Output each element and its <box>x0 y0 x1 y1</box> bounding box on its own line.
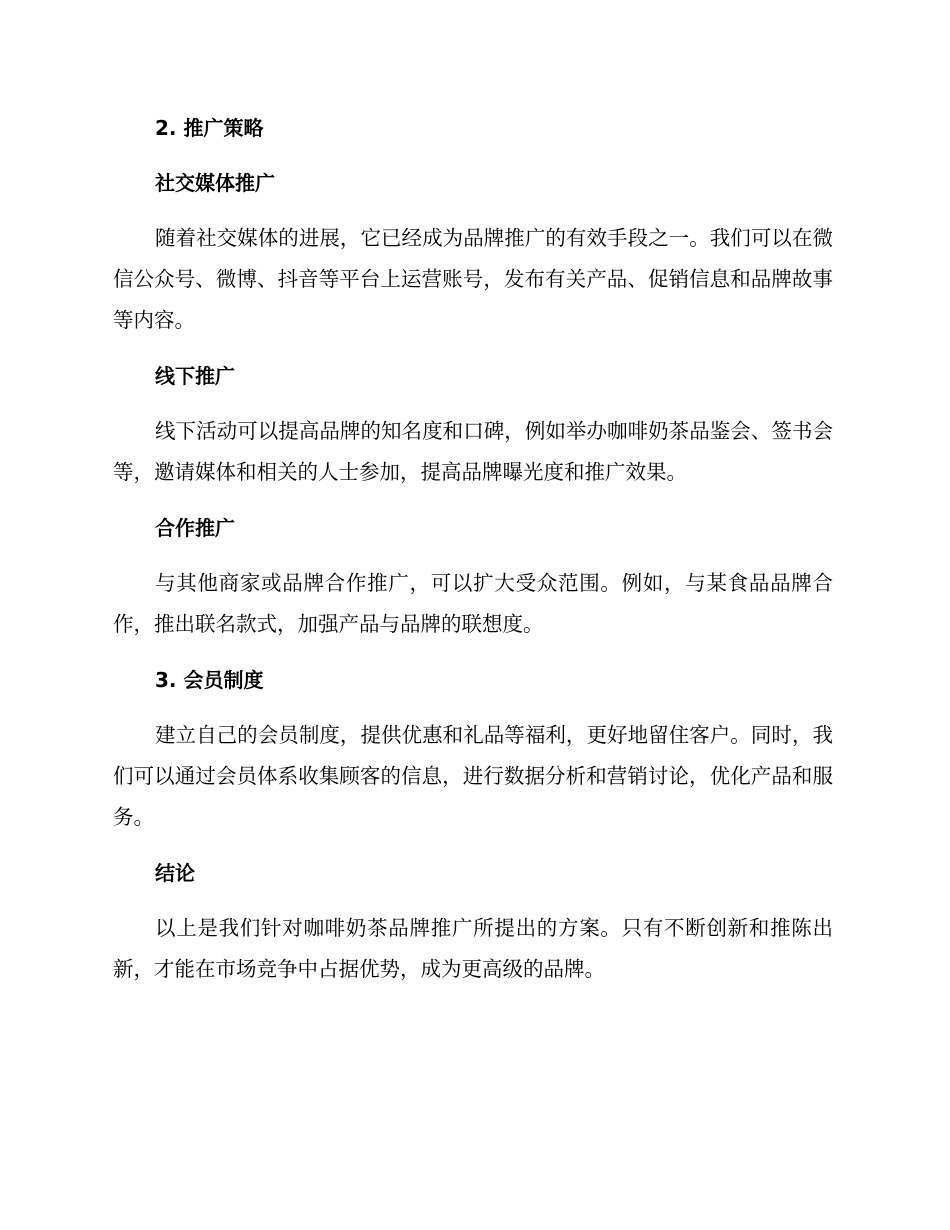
document-body <box>113 108 833 1005</box>
paragraph-membership: 建立自己的会员制度，提供优惠和礼品等福利，更好地留住客户。同时，我们可以通过会员体系收集顾客的信息，进行数据分析和营销讨论，优化产品和服务。 <box>113 723 833 829</box>
heading-offline: 线下推广 <box>155 364 235 388</box>
paragraph-cooperation: 与其他商家或品牌合作推广，可以扩大受众范围。例如，与某食品品牌合作，推出联名款式，加强产品与品牌的联想度。 <box>113 571 833 636</box>
heading-social-media: 社交媒体推广 <box>155 171 275 195</box>
heading-membership: 3. 会员制度 <box>155 668 264 692</box>
paragraph-social-media: 随着社交媒体的进展，它已经成为品牌推广的有效手段之一。我们可以在微信公众号、微博、抖音等平台上运营账号，发布有关产品、促销信息和品牌故事等内容。 <box>113 226 833 332</box>
heading-promotion-strategy: 2. 推广策略 <box>155 116 264 140</box>
paragraph-conclusion: 以上是我们针对咖啡奶茶品牌推广所提出的方案。只有不断创新和推陈出新，才能在市场竞争中占据优势，成为更高级的品牌。 <box>113 916 833 981</box>
heading-conclusion: 结论 <box>155 861 195 885</box>
paragraph-offline: 线下活动可以提高品牌的知名度和口碑，例如举办咖啡奶茶品鉴会、签书会等，邀请媒体和相关的人士参加，提高品牌曝光度和推广效果。 <box>113 419 833 484</box>
heading-cooperation: 合作推广 <box>155 516 235 540</box>
